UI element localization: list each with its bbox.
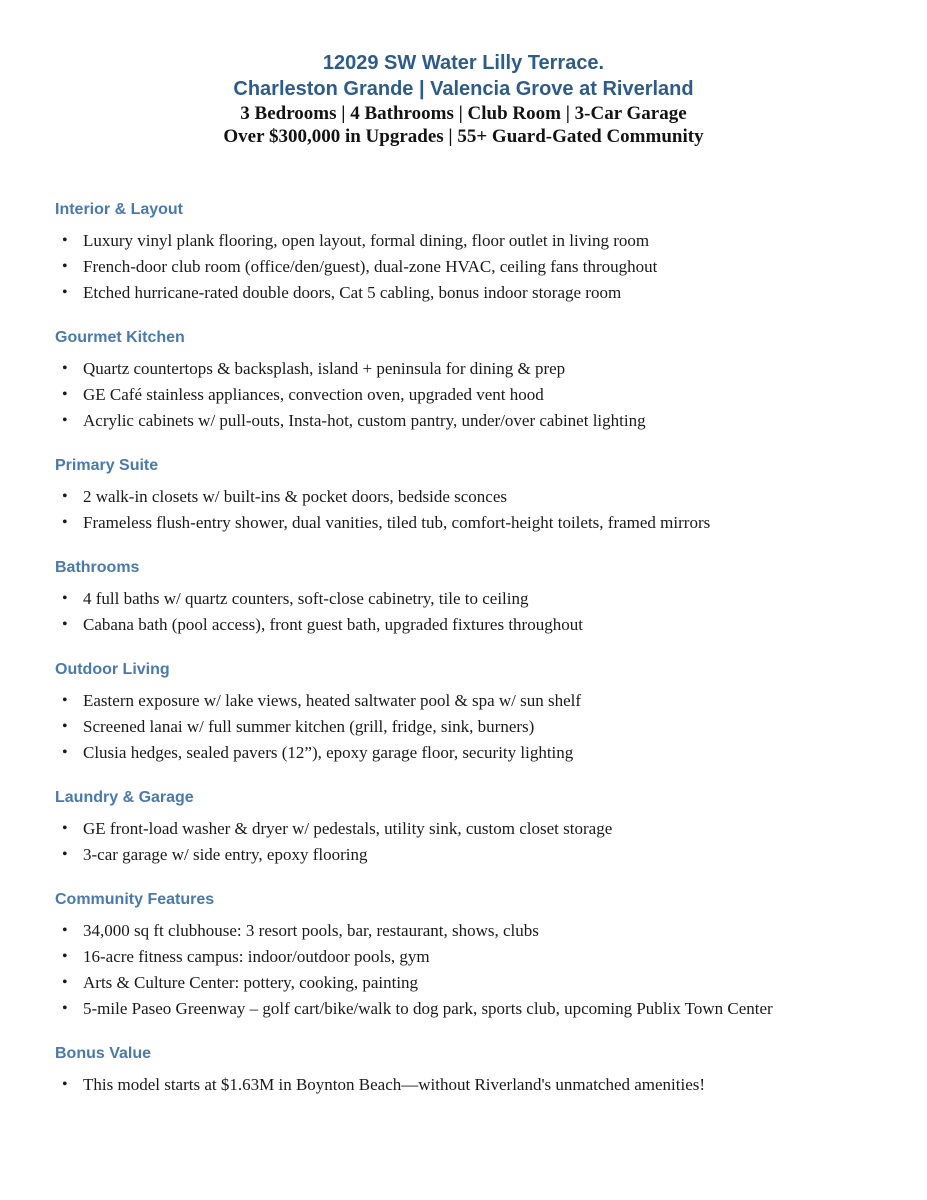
- feature-bullet-text: Cabana bath (pool access), front guest bath, upgraded fixtures throughout: [83, 615, 583, 634]
- section-heading: Outdoor Living: [55, 661, 170, 678]
- feature-bullet: [55, 510, 872, 536]
- bullet-list: [55, 356, 872, 434]
- feature-bullet-text: This model starts at $1.63M in Boynton Beach—without Riverland's unmatched amenities!: [83, 1075, 706, 1094]
- feature-bullet-text: 3-car garage w/ side entry, epoxy flooring: [83, 845, 368, 864]
- bullet-marker-icon: •: [62, 258, 68, 275]
- document-header: [55, 50, 872, 148]
- feature-bullet: [55, 944, 872, 970]
- bullet-marker-icon: •: [62, 514, 68, 531]
- section-bonus-value: [55, 1044, 872, 1098]
- feature-bullet: [55, 280, 872, 306]
- section-heading: Laundry & Garage: [55, 789, 194, 806]
- feature-bullet-text: Frameless flush-entry shower, dual vanities, tiled tub, comfort-height toilets, framed mirrors: [83, 513, 711, 532]
- specs-subtitle: 3 Bedrooms | 4 Bathrooms | Club Room | 3-Car Garage: [240, 103, 687, 124]
- bullet-marker-icon: •: [62, 718, 68, 735]
- bullet-marker-icon: •: [62, 948, 68, 965]
- section-heading: Community Features: [55, 891, 215, 908]
- feature-bullet: [55, 228, 872, 254]
- feature-bullet: [55, 1072, 872, 1098]
- bullet-marker-icon: •: [62, 820, 68, 837]
- section-laundry-garage: [55, 788, 872, 868]
- model-community-title: Charleston Grande | Valencia Grove at Riverland: [233, 78, 694, 100]
- feature-bullet-text: Acrylic cabinets w/ pull-outs, Insta-hot, custom pantry, under/over cabinet lighting: [83, 411, 646, 430]
- feature-bullet-text: 2 walk-in closets w/ built-ins & pocket doors, bedside sconces: [83, 487, 507, 506]
- bullet-marker-icon: •: [62, 922, 68, 939]
- feature-bullet-text: French-door club room (office/den/guest), dual-zone HVAC, ceiling fans throughout: [83, 257, 658, 276]
- section-community-features: [55, 890, 872, 1022]
- feature-bullet-text: 4 full baths w/ quartz counters, soft-close cabinetry, tile to ceiling: [83, 589, 529, 608]
- feature-bullet-text: Luxury vinyl plank flooring, open layout, formal dining, floor outlet in living room: [83, 231, 650, 250]
- feature-bullet-text: 5-mile Paseo Greenway – golf cart/bike/walk to dog park, sports club, upcoming Publix Town Center: [83, 999, 773, 1018]
- bullet-marker-icon: •: [62, 488, 68, 505]
- bullet-marker-icon: •: [62, 1000, 68, 1017]
- feature-bullet: [55, 688, 872, 714]
- feature-bullet: [55, 996, 872, 1022]
- feature-bullet-text: Arts & Culture Center: pottery, cooking, painting: [83, 973, 419, 992]
- feature-bullet: [55, 254, 872, 280]
- feature-bullet: [55, 842, 872, 868]
- section-bathrooms: [55, 558, 872, 638]
- feature-bullet: [55, 382, 872, 408]
- section-heading: Gourmet Kitchen: [55, 329, 185, 346]
- bullet-marker-icon: •: [62, 974, 68, 991]
- feature-bullet-text: Clusia hedges, sealed pavers (12”), epoxy garage floor, security lighting: [83, 743, 574, 762]
- section-heading: Primary Suite: [55, 457, 159, 474]
- feature-bullet-text: Quartz countertops & backsplash, island + peninsula for dining & prep: [83, 359, 566, 378]
- bullet-marker-icon: •: [62, 846, 68, 863]
- bullet-marker-icon: •: [62, 232, 68, 249]
- feature-bullet-text: GE Café stainless appliances, convection oven, upgraded vent hood: [83, 385, 544, 404]
- feature-bullet: [55, 612, 872, 638]
- feature-bullet-text: Screened lanai w/ full summer kitchen (grill, fridge, sink, burners): [83, 717, 535, 736]
- bullet-marker-icon: •: [62, 616, 68, 633]
- feature-bullet: [55, 356, 872, 382]
- bullet-marker-icon: •: [62, 744, 68, 761]
- feature-bullet: [55, 714, 872, 740]
- bullet-marker-icon: •: [62, 284, 68, 301]
- feature-bullet-text: GE front-load washer & dryer w/ pedestals, utility sink, custom closet storage: [83, 819, 613, 838]
- bullet-list: [55, 1072, 872, 1098]
- feature-bullet-text: 16-acre fitness campus: indoor/outdoor pools, gym: [83, 947, 430, 966]
- section-gourmet-kitchen: [55, 328, 872, 434]
- feature-bullet-text: Eastern exposure w/ lake views, heated saltwater pool & spa w/ sun shelf: [83, 691, 582, 710]
- upgrades-subtitle: Over $300,000 in Upgrades | 55+ Guard-Gated Community: [223, 126, 704, 147]
- bullet-list: [55, 816, 872, 868]
- section-heading: Bathrooms: [55, 559, 140, 576]
- bullet-marker-icon: •: [62, 412, 68, 429]
- bullet-list: [55, 688, 872, 766]
- bullet-list: [55, 228, 872, 306]
- bullet-list: [55, 586, 872, 638]
- feature-bullet-text: 34,000 sq ft clubhouse: 3 resort pools, bar, restaurant, shows, clubs: [83, 921, 539, 940]
- section-outdoor-living: [55, 660, 872, 766]
- bullet-list: [55, 918, 872, 1022]
- bullet-marker-icon: •: [62, 692, 68, 709]
- feature-bullet: [55, 740, 872, 766]
- section-primary-suite: [55, 456, 872, 536]
- feature-bullet: [55, 918, 872, 944]
- bullet-list: [55, 484, 872, 536]
- feature-sections: [55, 200, 872, 1098]
- feature-bullet-text: Etched hurricane-rated double doors, Cat 5 cabling, bonus indoor storage room: [83, 283, 622, 302]
- feature-bullet: [55, 970, 872, 996]
- section-heading: Bonus Value: [55, 1045, 152, 1062]
- bullet-marker-icon: •: [62, 360, 68, 377]
- section-interior-layout: [55, 200, 872, 306]
- feature-bullet: [55, 816, 872, 842]
- bullet-marker-icon: •: [62, 1076, 68, 1093]
- section-heading: Interior & Layout: [55, 201, 184, 218]
- feature-bullet: [55, 484, 872, 510]
- property-address-title: 12029 SW Water Lilly Terrace.: [322, 52, 605, 74]
- feature-bullet: [55, 586, 872, 612]
- bullet-marker-icon: •: [62, 590, 68, 607]
- bullet-marker-icon: •: [62, 386, 68, 403]
- feature-bullet: [55, 408, 872, 434]
